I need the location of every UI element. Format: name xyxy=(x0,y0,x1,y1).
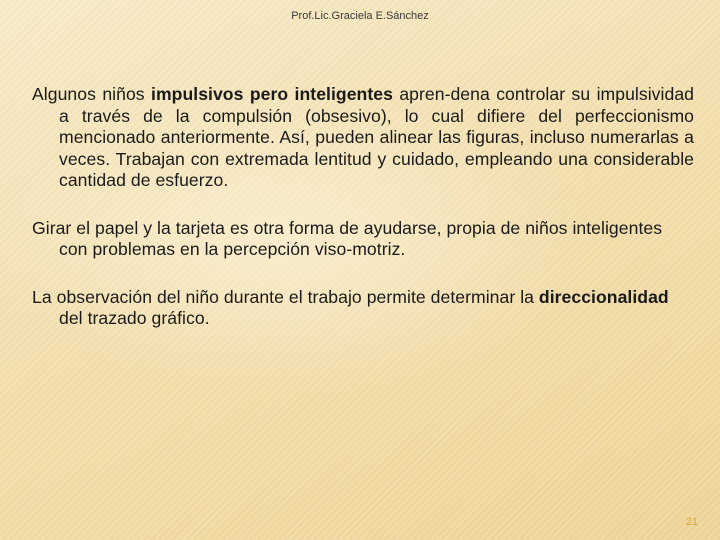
paragraph-rotating-paper xyxy=(32,218,694,261)
page-number: 21 xyxy=(685,516,698,528)
slide-body xyxy=(32,84,694,356)
paragraph-observation xyxy=(32,287,694,330)
paragraph-2-text: Girar el papel y la tarjeta es otra forma de ayudarse, propia de niños inteligentes con problemas en la percepción viso-motriz. xyxy=(32,217,663,259)
paragraph-3-emphasis: direccionalidad xyxy=(538,286,669,307)
paragraph-3-intro: La observación del niño durante el trabajo permite determinar la xyxy=(32,286,539,307)
paragraph-impulsive-children xyxy=(32,84,694,192)
paragraph-1-body: apren-dena controlar su impulsividad a través de la compulsión (obsesivo), lo cual difiere del perfeccionismo mencionado anteriormente. Así, pueden alinear las figuras, incluso numerarlas a veces. Trabajan con extremada lentitud y cuidado, empleando una considerable cantidad de esfuerzo. xyxy=(59,84,694,190)
paragraph-1-intro: Algunos niños xyxy=(32,84,152,104)
paragraph-1-emphasis: impulsivos pero inteligentes xyxy=(151,84,393,104)
paragraph-3-body: del trazado gráfico. xyxy=(59,308,210,328)
author-header: Prof.Lic.Graciela E.Sánchez xyxy=(291,10,429,22)
